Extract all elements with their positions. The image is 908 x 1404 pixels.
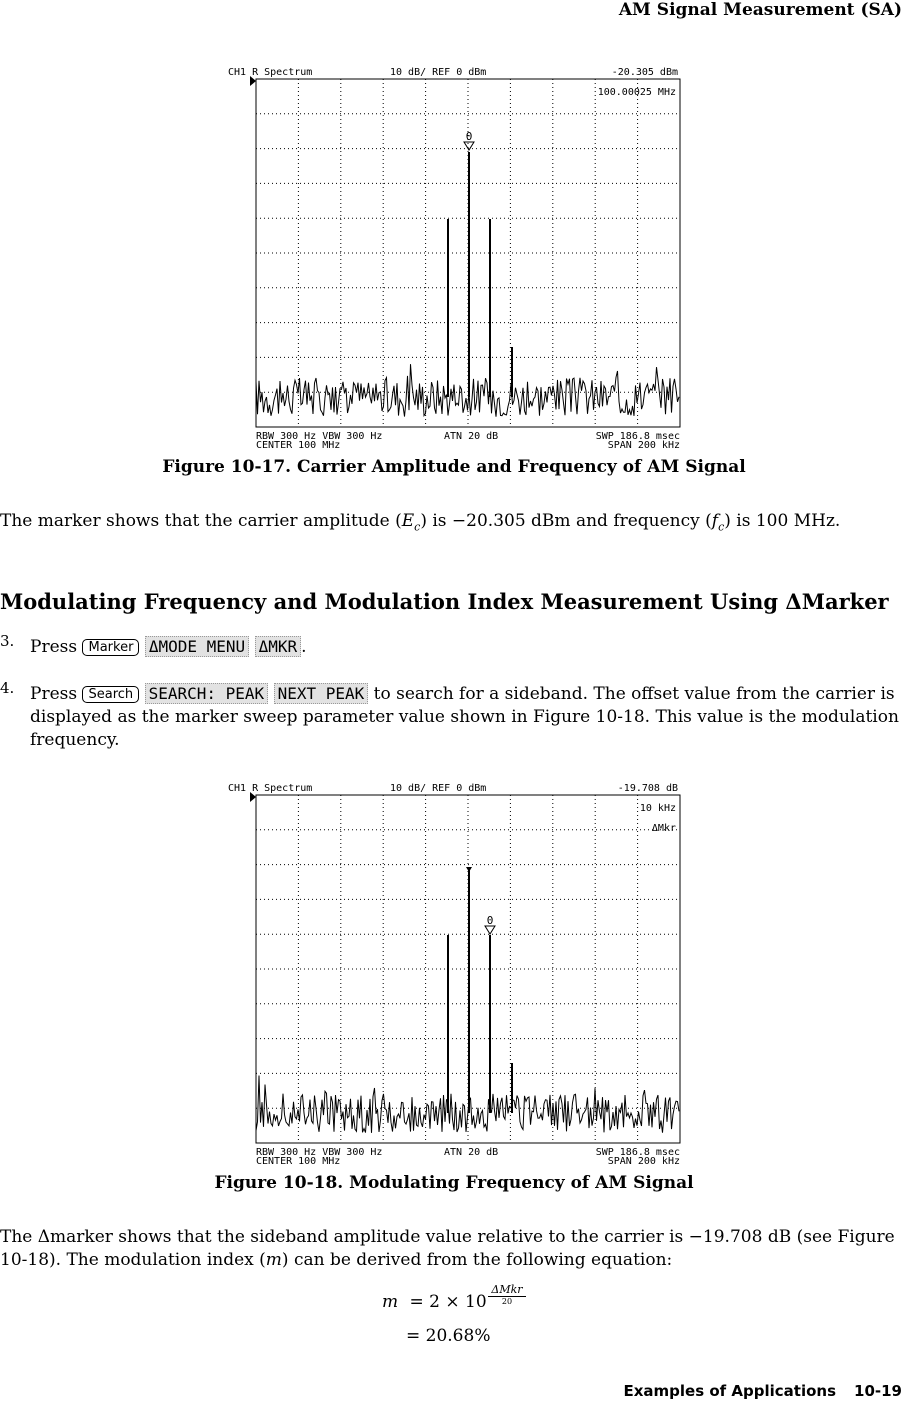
para2-text: The Δmarker shows that the sideband amplitude value relative to the carrier is −19.708 dB (see Figure 10-18). The modulation index (: [0, 1227, 895, 1270]
fig2-marker-triangle-icon: [485, 926, 495, 934]
fig1-marker-label: 0: [465, 130, 473, 143]
step3-number: 3.: [0, 632, 15, 650]
exponent-numerator: ΔMkr: [491, 1283, 523, 1296]
fig1-noise-trace: [256, 364, 679, 417]
step4-text: to search for a sideband. The offset value from the carrier is displayed as the marker sweep parameter value shown in Figure 10-18. This value is the modulation frequency.: [30, 684, 899, 750]
paragraph-modulation: [0, 1226, 906, 1272]
section-title: Modulating Frequency and Modulation Index Measurement Using ΔMarker: [0, 589, 889, 614]
fig2-footer-row2-right: SPAN 200 kHz: [607, 1156, 680, 1167]
fig2-marker-mode: ΔMkr: [651, 823, 676, 834]
symbol-m: m: [265, 1250, 282, 1270]
fig1-header-center: 10 dB/ REF 0 dBm: [390, 67, 487, 78]
equation-rhs1: = 2 × 10: [409, 1292, 487, 1312]
fig2-marker-label: 0: [486, 914, 494, 927]
fig1-peaks: [448, 152, 512, 397]
marker-hardkey[interactable]: Marker: [82, 639, 139, 656]
fig2-header-right: -19.708 dB: [617, 783, 678, 794]
fig1-footer-row1-right: SWP 186.8 msec: [595, 431, 680, 442]
exponent-denominator: 20: [488, 1296, 526, 1306]
equation-line-2: = 20.68%: [406, 1326, 491, 1346]
fig1-marker-readout: 100.00025 MHz: [597, 87, 676, 98]
running-title: AM Signal Measurement (SA): [618, 0, 902, 20]
equation-lhs: m: [382, 1292, 399, 1312]
fig1-footer-row1-center: ATN 20 dB: [444, 431, 499, 442]
subscript-c2: c: [718, 520, 725, 534]
para1-text-a: The marker shows that the carrier amplitude (: [0, 511, 402, 531]
equation-line-1: [382, 1292, 487, 1312]
next-peak-softkey[interactable]: NEXT PEAK: [274, 683, 369, 704]
delta-mode-menu-softkey[interactable]: ΔMODE MENU: [145, 636, 249, 657]
fig2-footer-row1-right: SWP 186.8 msec: [595, 1147, 680, 1158]
fig2-marker-readout: 10 kHz: [639, 803, 676, 814]
footer-section: Examples of Applications: [623, 1382, 837, 1400]
para1-text-b: ) is −20.305 dBm and frequency (: [420, 511, 712, 531]
fig1-footer-row2-right: SPAN 200 kHz: [607, 440, 680, 451]
figure2-caption: Figure 10-18. Modulating Frequency of AM Signal: [214, 1173, 694, 1193]
paragraph-carrier: [0, 510, 906, 538]
para2-text-b: ) can be derived from the following equation:: [281, 1250, 673, 1270]
footer-page-number: 10-19: [854, 1382, 902, 1400]
fig2-header-left: CH1 R Spectrum: [228, 783, 313, 794]
spectrum-figure-1: [222, 62, 692, 454]
delta-mkr-softkey[interactable]: ΔMKR: [255, 636, 302, 657]
search-peak-softkey[interactable]: SEARCH: PEAK: [145, 683, 269, 704]
fig2-peaks: [448, 870, 512, 1113]
fig1-header-right: -20.305 dBm: [611, 67, 678, 78]
fig2-noise-trace: [256, 1076, 679, 1133]
figure1-caption: Figure 10-17. Carrier Amplitude and Frequency of AM Signal: [162, 457, 746, 477]
fig2-header-center: 10 dB/ REF 0 dBm: [390, 783, 487, 794]
symbol-e: E: [401, 511, 415, 531]
fig2-footer-row1-left: RBW 300 Hz VBW 300 Hz: [256, 1147, 383, 1158]
fig1-footer-row1-left: RBW 300 Hz VBW 300 Hz: [256, 431, 383, 442]
fig2-footer-row1-center: ATN 20 dB: [444, 1147, 499, 1158]
equation-exponent: [488, 1284, 526, 1306]
subscript-c: c: [414, 520, 421, 534]
step4-number: 4.: [0, 679, 15, 697]
step4: [30, 683, 906, 752]
step3: [30, 636, 906, 659]
fig2-footer-row2-left: CENTER 100 MHz: [256, 1156, 341, 1167]
step4-press: Press: [30, 684, 78, 704]
fig1-footer-row2-left: CENTER 100 MHz: [256, 440, 341, 451]
step3-press: Press: [30, 637, 78, 657]
para1-text-c: ) is 100 MHz.: [724, 511, 841, 531]
fig1-header-left: CH1 R Spectrum: [228, 67, 313, 78]
fig2-reference-marker-icon: [466, 867, 472, 872]
symbol-f: f: [711, 511, 719, 531]
spectrum-figure-2: [222, 778, 692, 1170]
step3-end: .: [301, 637, 307, 657]
search-hardkey[interactable]: Search: [82, 686, 139, 703]
page-footer: [605, 1382, 902, 1400]
